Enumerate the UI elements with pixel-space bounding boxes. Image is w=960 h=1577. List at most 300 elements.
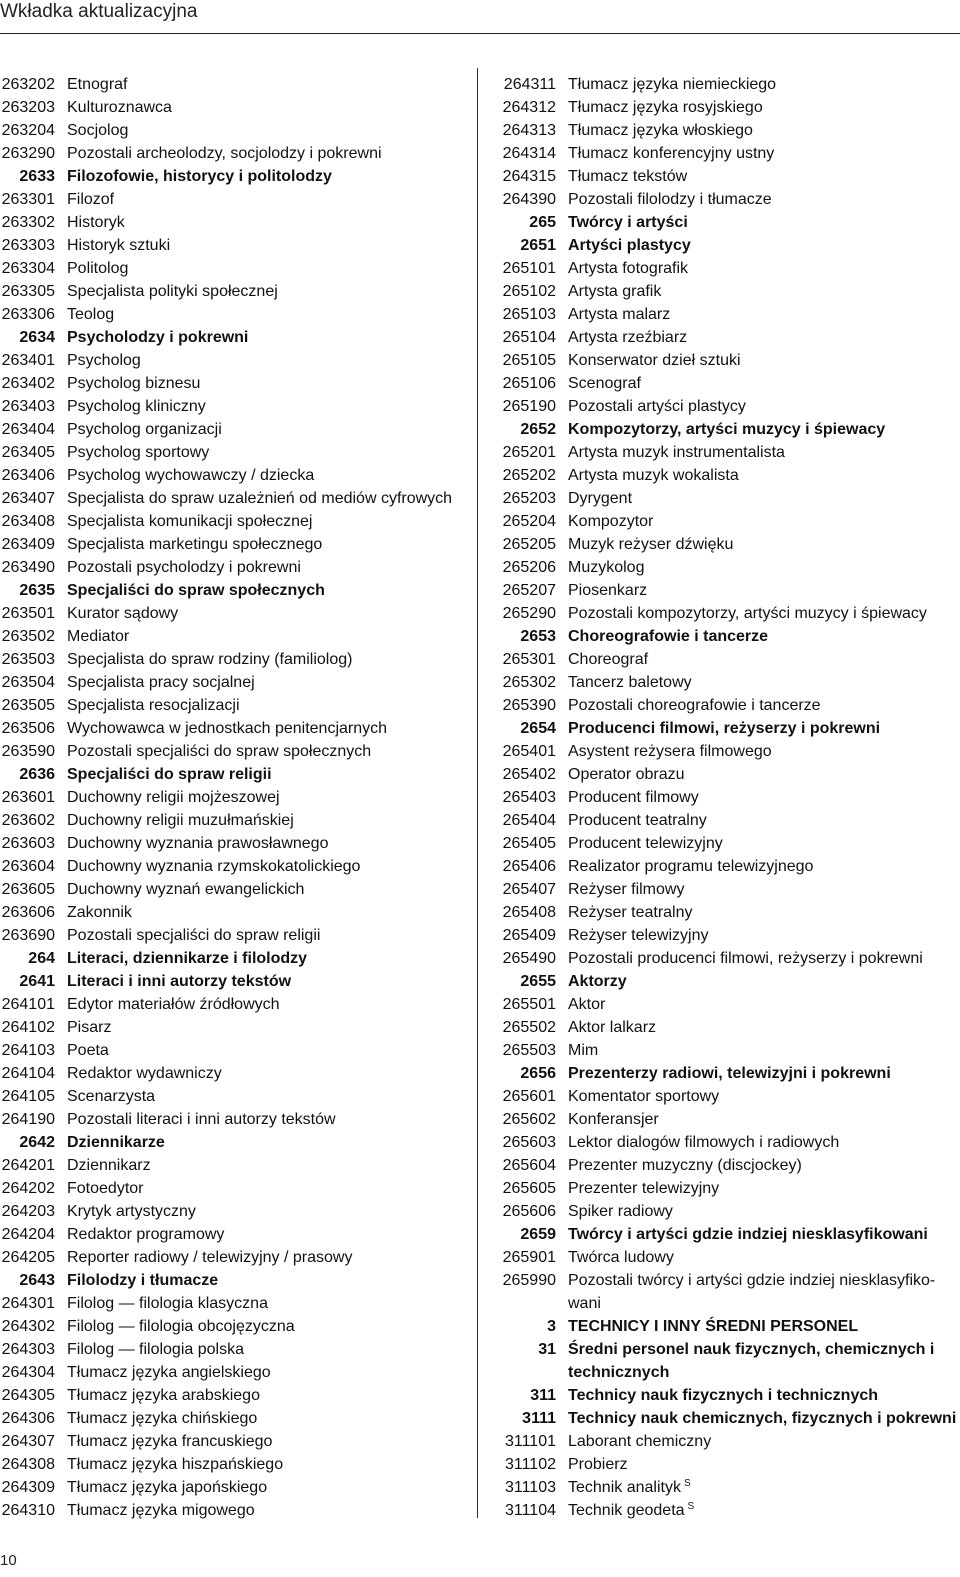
occupation-code: 311101: [504, 1433, 556, 1450]
occupation-code: 263301: [1, 191, 55, 208]
occupation-label: [55, 257, 470, 280]
occupation-row: [499, 901, 955, 924]
occupation-label: [556, 303, 955, 326]
occupation-label: [55, 395, 470, 418]
occupation-code: 265207: [502, 582, 556, 599]
occupation-label-text: Pozostali archeolodzy, socjolodzy i pokrewni: [67, 145, 382, 162]
occupation-code: 265603: [502, 1134, 556, 1151]
occupation-row: [0, 1476, 470, 1499]
occupation-label-text: Pozostali literaci i inni autorzy tekstów: [67, 1111, 336, 1128]
occupation-code: 264306: [1, 1410, 55, 1427]
occupation-code: 265203: [502, 490, 556, 507]
occupation-code: 265401: [502, 743, 556, 760]
occupation-mark: S: [687, 1500, 695, 1512]
occupation-code: 264202: [1, 1180, 55, 1197]
occupation-label: [556, 1177, 955, 1200]
occupation-code: 31: [538, 1341, 556, 1358]
occupation-code: 3111: [522, 1410, 556, 1427]
occupation-row: [0, 1315, 470, 1338]
occupation-label-text: Mediator: [67, 628, 130, 645]
occupation-row: [0, 211, 470, 234]
classification-group-row: [0, 1131, 470, 1154]
occupation-row: [0, 510, 470, 533]
occupation-code: 265404: [502, 812, 556, 829]
occupation-label: [556, 1085, 955, 1108]
occupation-row: [499, 96, 955, 119]
occupation-label: [556, 1384, 955, 1407]
occupation-code: 2642: [19, 1134, 55, 1151]
occupation-code: 265606: [502, 1203, 556, 1220]
occupation-label: [556, 970, 955, 993]
occupation-label: [55, 671, 470, 694]
occupation-code: 264102: [1, 1019, 55, 1036]
occupation-row: [499, 533, 955, 556]
occupation-row: [499, 1154, 955, 1177]
occupation-code: 263602: [1, 812, 55, 829]
occupation-code: 264302: [1, 1318, 55, 1335]
occupation-label-text: Psycholog: [67, 352, 141, 369]
occupation-label-text: Socjolog: [67, 122, 129, 139]
occupation-code: 263505: [1, 697, 55, 714]
occupation-label: [556, 418, 955, 441]
occupation-code: 2653: [520, 628, 556, 645]
occupation-label-text: Literaci i inni autorzy tekstów: [67, 973, 292, 990]
occupation-label-text: Dyrygent: [568, 490, 633, 507]
occupation-label: [55, 96, 470, 119]
occupation-label-text: Duchowny wyznania prawosławnego: [67, 835, 329, 852]
occupation-label-text: Tłumacz języka rosyjskiego: [568, 99, 763, 116]
occupation-row: [0, 1062, 470, 1085]
occupation-row: [0, 832, 470, 855]
occupation-row: [499, 763, 955, 786]
occupation-row: [0, 96, 470, 119]
occupation-code: 265104: [502, 329, 556, 346]
occupation-label-text: Tłumacz języka włoskiego: [568, 122, 753, 139]
occupation-code: 2654: [520, 720, 556, 737]
occupation-label: [55, 326, 470, 349]
occupation-code: 263504: [1, 674, 55, 691]
occupation-code: 2634: [19, 329, 55, 346]
occupation-label-text: Realizator programu telewizyjnego: [568, 858, 814, 875]
occupation-label: [556, 648, 955, 671]
occupation-label: [55, 717, 470, 740]
occupation-label: [556, 1154, 955, 1177]
occupation-row: [0, 188, 470, 211]
occupation-row: [499, 1499, 955, 1522]
classification-group-row: [0, 763, 470, 786]
occupation-label: [556, 1016, 955, 1039]
occupation-code: 264105: [1, 1088, 55, 1105]
occupation-code: 2659: [520, 1226, 556, 1243]
occupation-label: [55, 1062, 470, 1085]
occupation-label: [556, 234, 955, 257]
occupation-label-text: Historyk sztuki: [67, 237, 171, 254]
occupation-label: [55, 303, 470, 326]
occupation-code: 311: [530, 1387, 556, 1404]
occupation-row: [0, 694, 470, 717]
occupation-label-text: Mim: [568, 1042, 599, 1059]
occupation-label-text: Specjalista polityki społecznej: [67, 283, 278, 300]
occupation-label: [556, 142, 955, 165]
occupation-label: [556, 1223, 955, 1246]
occupation-code: 265101: [502, 260, 556, 277]
occupation-label: [55, 786, 470, 809]
classification-group-row: [0, 165, 470, 188]
occupation-code: 263506: [1, 720, 55, 737]
occupation-label: [556, 487, 955, 510]
occupation-row: [0, 395, 470, 418]
occupation-label-text: Redaktor wydawniczy: [67, 1065, 222, 1082]
occupation-label-text: Piosenkarz: [568, 582, 648, 599]
occupation-label-text: Tłumacz języka niemieckiego: [568, 76, 777, 93]
occupation-row: [499, 740, 955, 763]
occupation-label: [556, 694, 955, 717]
occupation-label-text: Tłumacz języka chińskiego: [67, 1410, 258, 1427]
occupation-code: 265501: [502, 996, 556, 1013]
occupation-label-text: Specjalista do spraw rodziny (familiolog): [67, 651, 353, 668]
occupation-code: 264303: [1, 1341, 55, 1358]
occupation-row: [499, 395, 955, 418]
occupation-row: [0, 1246, 470, 1269]
occupation-code: 263407: [1, 490, 55, 507]
occupation-label: [556, 579, 955, 602]
classification-group-row: [499, 1223, 955, 1246]
occupation-row: [499, 832, 955, 855]
occupation-label: [55, 1476, 470, 1499]
occupation-code: 263604: [1, 858, 55, 875]
occupation-label: [556, 556, 955, 579]
occupation-label-text: Aktorzy: [568, 973, 627, 990]
occupation-code: 265202: [502, 467, 556, 484]
occupation-label: [55, 73, 470, 96]
occupation-code: 264310: [1, 1502, 55, 1519]
classification-group-row: [0, 970, 470, 993]
occupation-label-text: Pozostali filolodzy i tłumacze: [568, 191, 772, 208]
occupation-label: [55, 1200, 470, 1223]
occupation-row: [499, 510, 955, 533]
occupation-row: [0, 257, 470, 280]
occupation-label: [556, 1062, 955, 1085]
classification-group-row: [499, 1062, 955, 1085]
occupation-row: [0, 1499, 470, 1522]
occupation-label-text: Twórca ludowy: [568, 1249, 674, 1266]
occupation-code: 263404: [1, 421, 55, 438]
occupation-label: [55, 188, 470, 211]
occupation-label: [55, 487, 470, 510]
occupation-label: [55, 1246, 470, 1269]
occupation-code: 264308: [1, 1456, 55, 1473]
occupation-row: [499, 188, 955, 211]
occupation-code: 263690: [1, 927, 55, 944]
occupation-row: [499, 556, 955, 579]
occupation-label: [55, 970, 470, 993]
occupation-label: [556, 717, 955, 740]
page-title: Wkładka aktualizacyjna: [0, 1, 198, 22]
occupation-label-text: Choreograf: [568, 651, 649, 668]
occupation-label-text: Twórcy i artyści: [568, 214, 688, 231]
occupation-label-text: Probierz: [568, 1456, 628, 1473]
right-column: [499, 73, 955, 1522]
occupation-label-text: Dziennikarz: [67, 1157, 151, 1174]
occupation-label-text: Duchowny religii muzułmańskiej: [67, 812, 294, 829]
occupation-code: 264309: [1, 1479, 55, 1496]
occupation-code: 264314: [502, 145, 556, 162]
occupation-row: [499, 1039, 955, 1062]
occupation-label-text: Filozofowie, historycy i politolodzy: [67, 168, 332, 185]
occupation-code: 264203: [1, 1203, 55, 1220]
occupation-code: 264305: [1, 1387, 55, 1404]
occupation-row: [499, 786, 955, 809]
occupation-row: [0, 1108, 470, 1131]
occupation-label: [55, 349, 470, 372]
occupation-row: [499, 1476, 955, 1499]
occupation-code: 264307: [1, 1433, 55, 1450]
occupation-label-text: Pozostali psycholodzy i pokrewni: [67, 559, 301, 576]
occupation-label: [556, 119, 955, 142]
occupation-row: [499, 1453, 955, 1476]
occupation-code: 2652: [520, 421, 556, 438]
occupation-row: [499, 165, 955, 188]
occupation-label-text: Reżyser teatralny: [568, 904, 693, 921]
occupation-label-text: Artysta grafik: [568, 283, 662, 300]
occupation-label-text: Reżyser telewizyjny: [568, 927, 709, 944]
occupation-row: [0, 73, 470, 96]
occupation-label: [556, 625, 955, 648]
occupation-label: [556, 441, 955, 464]
occupation-code: 265103: [502, 306, 556, 323]
occupation-label: [55, 602, 470, 625]
occupation-code: 265601: [502, 1088, 556, 1105]
occupation-label-text: Filolog — filologia polska: [67, 1341, 244, 1358]
occupation-label: [55, 1430, 470, 1453]
occupation-label: [55, 1154, 470, 1177]
occupation-label-text: Pozostali twórcy i artyści gdzie indziej niesklasyfikowani: [568, 1272, 936, 1312]
occupation-label: [556, 1476, 955, 1499]
occupation-label-text: Prezenterzy radiowi, telewizyjni i pokrewni: [568, 1065, 891, 1082]
header-divider: [0, 33, 960, 34]
occupation-label-text: Specjaliści do spraw religii: [67, 766, 272, 783]
occupation-label-text: Specjalista pracy socjalnej: [67, 674, 255, 691]
occupation-row: [0, 901, 470, 924]
classification-group-row: [0, 947, 470, 970]
occupation-code: 265: [529, 214, 556, 231]
occupation-label: [556, 878, 955, 901]
occupation-label: [556, 96, 955, 119]
page-number: 10: [0, 1552, 17, 1569]
occupation-label: [556, 1108, 955, 1131]
occupation-row: [0, 878, 470, 901]
occupation-code: 263603: [1, 835, 55, 852]
occupation-label: [556, 832, 955, 855]
occupation-label-text: Muzykolog: [568, 559, 645, 576]
occupation-row: [0, 372, 470, 395]
occupation-code: 263409: [1, 536, 55, 553]
occupation-label-text: Konferansjer: [568, 1111, 659, 1128]
occupation-code: 265990: [502, 1272, 556, 1289]
occupation-label: [55, 579, 470, 602]
occupation-label: [556, 947, 955, 970]
occupation-label-text: Technicy nauk fizycznych i technicznych: [568, 1387, 879, 1404]
occupation-label: [55, 1292, 470, 1315]
occupation-label-text: Artysta rzeźbiarz: [568, 329, 688, 346]
occupation-row: [0, 1177, 470, 1200]
occupation-label-text: Kompozytor: [568, 513, 654, 530]
occupation-label: [556, 763, 955, 786]
occupation-row: [499, 349, 955, 372]
occupation-code: 264104: [1, 1065, 55, 1082]
occupation-label: [556, 372, 955, 395]
occupation-label: [55, 533, 470, 556]
occupation-code: 265201: [502, 444, 556, 461]
occupation-label: [556, 1039, 955, 1062]
occupation-code: 2633: [19, 168, 55, 185]
occupation-label-text: Psycholodzy i pokrewni: [67, 329, 249, 346]
occupation-code: 264205: [1, 1249, 55, 1266]
occupation-code: 263490: [1, 559, 55, 576]
occupation-label: [556, 786, 955, 809]
occupation-code: 265503: [502, 1042, 556, 1059]
occupation-row: [0, 119, 470, 142]
occupation-label: [55, 1131, 470, 1154]
occupation-row: [0, 1154, 470, 1177]
occupation-row: [0, 1292, 470, 1315]
occupation-row: [0, 1200, 470, 1223]
occupation-label: [556, 1246, 955, 1269]
occupation-code: 263601: [1, 789, 55, 806]
occupation-row: [0, 1453, 470, 1476]
occupation-label: [556, 740, 955, 763]
occupation-row: [0, 855, 470, 878]
occupation-label-text: Tłumacz języka hiszpańskiego: [67, 1456, 284, 1473]
occupation-label: [55, 763, 470, 786]
occupation-label: [55, 1269, 470, 1292]
occupation-code: 265405: [502, 835, 556, 852]
occupation-label: [55, 1177, 470, 1200]
occupation-row: [0, 1361, 470, 1384]
occupation-label: [556, 901, 955, 924]
occupation-row: [0, 809, 470, 832]
occupation-code: 263204: [1, 122, 55, 139]
occupation-row: [0, 1430, 470, 1453]
occupation-label-text: Tłumacz języka migowego: [67, 1502, 255, 1519]
occupation-row: [0, 1338, 470, 1361]
occupation-code: 265106: [502, 375, 556, 392]
occupation-label: [556, 257, 955, 280]
classification-group-row: [499, 970, 955, 993]
occupation-row: [499, 1016, 955, 1039]
occupation-code: 265302: [502, 674, 556, 691]
occupation-label: [556, 73, 955, 96]
occupation-label: [556, 809, 955, 832]
occupation-row: [0, 533, 470, 556]
occupation-row: [0, 1223, 470, 1246]
occupation-code: 263501: [1, 605, 55, 622]
occupation-row: [499, 1085, 955, 1108]
occupation-code: 263606: [1, 904, 55, 921]
occupation-label-text: Pozostali choreografowie i tancerze: [568, 697, 821, 714]
occupation-code: 2656: [520, 1065, 556, 1082]
occupation-mark: S: [683, 1477, 691, 1489]
occupation-row: [499, 809, 955, 832]
occupation-row: [0, 1407, 470, 1430]
occupation-label-text: Reporter radiowy / telewizyjny / prasowy: [67, 1249, 353, 1266]
occupation-label: [55, 119, 470, 142]
occupation-label: [55, 1223, 470, 1246]
occupation-label-text: Specjaliści do spraw społecznych: [67, 582, 325, 599]
occupation-label: [556, 211, 955, 234]
occupation-label: [55, 901, 470, 924]
occupation-label-text: Psycholog kliniczny: [67, 398, 206, 415]
occupation-code: 2636: [19, 766, 55, 783]
occupation-label: [55, 441, 470, 464]
occupation-code: 265406: [502, 858, 556, 875]
occupation-row: [0, 924, 470, 947]
occupation-code: 2641: [19, 973, 55, 990]
occupation-label: [55, 740, 470, 763]
occupation-code: 264311: [503, 76, 556, 93]
occupation-label-text: Duchowny religii mojżeszowej: [67, 789, 280, 806]
occupation-label-text: Psycholog sportowy: [67, 444, 210, 461]
occupation-label: [556, 1338, 955, 1384]
occupation-label: [55, 1499, 470, 1522]
occupation-label-text: Psycholog organizacji: [67, 421, 222, 438]
occupation-row: [499, 648, 955, 671]
occupation-row: [499, 855, 955, 878]
occupation-label-text: Specjalista marketingu społecznego: [67, 536, 323, 553]
occupation-code: 263304: [1, 260, 55, 277]
classification-group-row: [499, 1338, 955, 1384]
occupation-code: 265205: [502, 536, 556, 553]
occupation-label: [55, 855, 470, 878]
occupation-row: [499, 694, 955, 717]
occupation-row: [499, 1246, 955, 1269]
occupation-code: 265408: [502, 904, 556, 921]
occupation-label: [55, 418, 470, 441]
occupation-label: [556, 671, 955, 694]
occupation-label: [556, 395, 955, 418]
occupation-label-text: Pozostali producenci filmowi, reżyserzy i pokrewni: [568, 950, 923, 967]
occupation-row: [0, 993, 470, 1016]
occupation-code: 263203: [1, 99, 55, 116]
occupation-label: [55, 1453, 470, 1476]
occupation-label: [556, 924, 955, 947]
occupation-label-text: Artysta muzyk wokalista: [568, 467, 739, 484]
occupation-code: 265102: [502, 283, 556, 300]
occupation-label-text: Scenarzysta: [67, 1088, 156, 1105]
occupation-code: 263402: [1, 375, 55, 392]
occupation-row: [499, 441, 955, 464]
occupation-row: [499, 326, 955, 349]
occupation-label-text: Operator obrazu: [568, 766, 685, 783]
occupation-row: [499, 464, 955, 487]
classification-group-row: [499, 234, 955, 257]
classification-group-row: [499, 211, 955, 234]
occupation-label: [55, 1108, 470, 1131]
occupation-label-text: Psycholog wychowawczy / dziecka: [67, 467, 315, 484]
occupation-row: [499, 119, 955, 142]
occupation-code: 264201: [1, 1157, 55, 1174]
occupation-code: 265602: [502, 1111, 556, 1128]
occupation-code: 265105: [502, 352, 556, 369]
occupation-code: 2635: [19, 582, 55, 599]
occupation-label: [55, 625, 470, 648]
occupation-code: 263401: [1, 352, 55, 369]
occupation-code: 263605: [1, 881, 55, 898]
occupation-label: [556, 349, 955, 372]
occupation-code: 263302: [1, 214, 55, 231]
occupation-label-text: Twórcy i artyści gdzie indziej niesklasyfikowani: [568, 1226, 928, 1243]
occupation-row: [0, 1039, 470, 1062]
